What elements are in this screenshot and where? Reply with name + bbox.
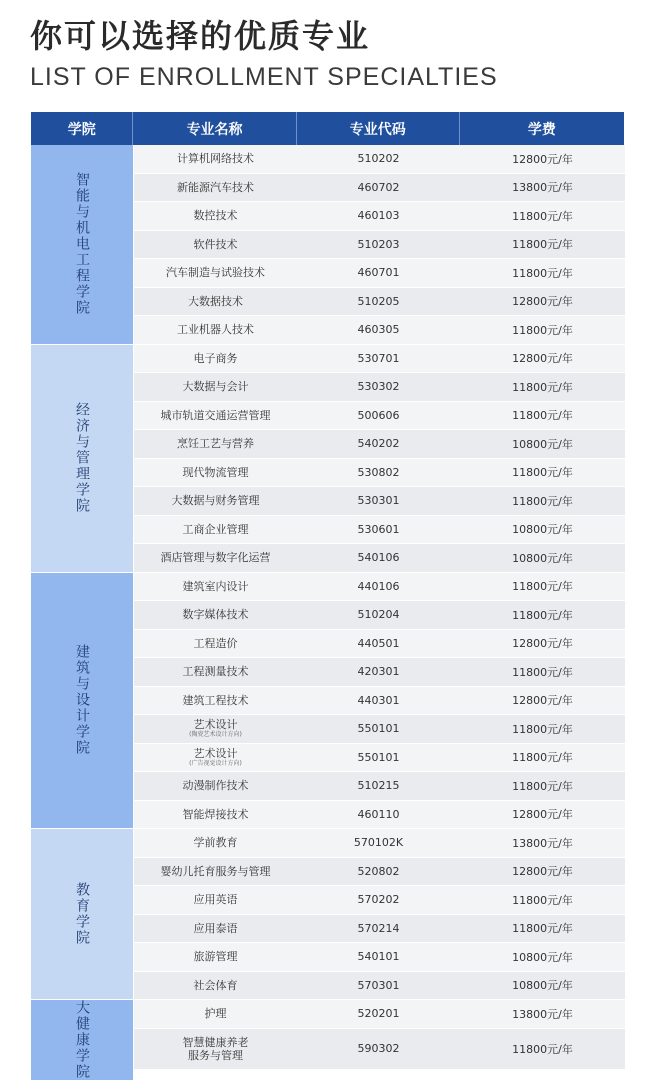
tuition-fee: 12800元/年	[512, 694, 573, 708]
college-name: 建筑与设计学院	[74, 644, 90, 757]
table-row	[134, 1000, 625, 1029]
major-code: 460103	[357, 209, 400, 223]
tuition-fee: 11800元/年	[512, 922, 573, 936]
major-name-cell	[134, 231, 297, 259]
major-direction: (陶瓷艺术设计方向)	[189, 731, 242, 739]
table-row	[134, 858, 625, 887]
table-row	[134, 231, 625, 260]
major-code: 510203	[357, 237, 400, 251]
tuition-fee: 10800元/年	[512, 437, 573, 451]
major-name: 应用英语	[193, 893, 238, 907]
major-code: 440301	[357, 693, 400, 707]
table-row	[134, 544, 625, 572]
major-name: 烹饪工艺与营养	[177, 437, 254, 451]
table-row	[134, 174, 625, 203]
major-name-cell	[134, 744, 297, 772]
major-name-cell	[134, 630, 297, 658]
major-name-cell	[134, 972, 297, 1000]
tuition-fee: 13800元/年	[512, 836, 573, 850]
tuition-fee: 11800元/年	[512, 608, 573, 622]
page-subtitle: LIST OF ENROLLMENT SPECIALTIES	[30, 63, 498, 91]
table-row	[134, 744, 625, 773]
table-row	[134, 345, 625, 374]
major-code: 460305	[357, 323, 400, 337]
tuition-fee: 11800元/年	[512, 722, 573, 736]
major-name: 计算机网络技术	[177, 152, 254, 166]
header-major-name: 专业名称	[133, 112, 296, 145]
table-row	[134, 915, 625, 944]
major-name: 工程造价	[193, 636, 238, 650]
tuition-fee: 11800元/年	[512, 209, 573, 223]
major-code: 500606	[357, 408, 400, 422]
major-code: 510205	[357, 294, 400, 308]
major-name: 现代物流管理	[182, 465, 249, 479]
major-name-cell	[134, 516, 297, 544]
table-row	[134, 288, 625, 317]
college-name: 大健康学院	[74, 1000, 90, 1080]
major-code: 510215	[357, 779, 400, 793]
college-group	[31, 829, 624, 1000]
major-name: 电子商务	[193, 351, 238, 365]
table-row	[134, 687, 625, 716]
major-code: 550101	[357, 722, 400, 736]
tuition-fee: 10800元/年	[512, 551, 573, 565]
tuition-fee: 11800元/年	[512, 1042, 573, 1056]
major-code: 460702	[357, 180, 400, 194]
major-name: 建筑工程技术	[182, 693, 249, 707]
college-cell	[31, 145, 134, 344]
tuition-fee: 11800元/年	[512, 238, 573, 252]
tuition-fee: 11800元/年	[512, 466, 573, 480]
major-name-cell	[134, 145, 297, 173]
table-row	[134, 487, 625, 516]
major-name-cell	[134, 886, 297, 914]
college-name: 智能与机电工程学院	[74, 172, 90, 317]
major-name: 城市轨道交通运营管理	[160, 408, 271, 422]
tuition-fee: 10800元/年	[512, 950, 573, 964]
major-name-cell	[134, 687, 297, 715]
table-row	[134, 202, 625, 231]
tuition-fee: 13800元/年	[512, 181, 573, 195]
major-name-cell	[134, 858, 297, 886]
major-code: 440106	[357, 579, 400, 593]
tuition-fee: 11800元/年	[512, 380, 573, 394]
major-name: 大数据与财务管理	[171, 494, 260, 508]
major-name-cell	[134, 658, 297, 686]
major-name: 社会体育	[193, 978, 238, 992]
tuition-fee: 11800元/年	[512, 893, 573, 907]
table-header	[31, 112, 624, 145]
college-cell	[31, 829, 134, 999]
major-name-cell	[134, 259, 297, 287]
major-name-cell	[134, 573, 297, 601]
major-name: 应用泰语	[193, 921, 238, 935]
table-row	[134, 886, 625, 915]
major-name-cell	[134, 288, 297, 316]
table-row	[134, 972, 625, 1000]
major-name-line2: 服务与管理	[188, 1048, 243, 1062]
major-name-cell	[134, 801, 297, 829]
table-row	[134, 402, 625, 431]
major-name: 酒店管理与数字化运营	[160, 551, 271, 565]
tuition-fee: 11800元/年	[512, 665, 573, 679]
major-code: 540101	[357, 950, 400, 964]
major-name-cell	[134, 943, 297, 971]
major-code: 540202	[357, 437, 400, 451]
table-row	[134, 658, 625, 687]
major-code: 570202	[357, 893, 400, 907]
header-major-code: 专业代码	[297, 112, 460, 145]
major-name: 工业机器人技术	[177, 323, 254, 337]
college-group	[31, 573, 624, 830]
table-row	[134, 145, 625, 174]
major-code: 530601	[357, 522, 400, 536]
major-name-cell	[134, 402, 297, 430]
major-code: 530301	[357, 494, 400, 508]
table-row	[134, 772, 625, 801]
major-name-cell	[134, 487, 297, 515]
tuition-fee: 11800元/年	[512, 580, 573, 594]
college-cell	[31, 573, 134, 829]
table-row	[134, 430, 625, 459]
college-name: 教育学院	[74, 882, 90, 946]
table-row	[134, 459, 625, 488]
major-name-cell	[134, 345, 297, 373]
major-name: 数字媒体技术	[182, 608, 249, 622]
major-code: 460110	[357, 807, 400, 821]
major-name: 艺术设计	[193, 746, 238, 760]
table-row	[134, 259, 625, 288]
college-cell	[31, 345, 134, 572]
major-name: 大数据与会计	[182, 380, 249, 394]
major-code: 590302	[357, 1042, 400, 1055]
tuition-fee: 12800元/年	[512, 865, 573, 879]
major-code: 520802	[357, 864, 400, 878]
major-name: 大数据技术	[188, 294, 243, 308]
major-name: 软件技术	[193, 237, 238, 251]
page-title: 你可以选择的优质专业	[30, 17, 371, 55]
major-code: 520201	[357, 1007, 400, 1021]
table-row	[134, 373, 625, 402]
tuition-fee: 11800元/年	[512, 323, 573, 337]
college-name: 经济与管理学院	[74, 402, 90, 514]
major-code: 570102K	[353, 836, 404, 850]
major-code: 550101	[357, 750, 400, 764]
major-code: 530302	[357, 380, 400, 394]
table-row	[134, 630, 625, 659]
major-code: 540106	[357, 551, 400, 565]
major-name: 汽车制造与试验技术	[166, 266, 265, 280]
tuition-fee: 12800元/年	[512, 352, 573, 366]
tuition-fee: 11800元/年	[512, 494, 573, 508]
major-name-cell	[134, 1000, 297, 1028]
tuition-fee: 11800元/年	[512, 779, 573, 793]
tuition-fee: 11800元/年	[512, 266, 573, 280]
major-code: 570214	[357, 921, 400, 935]
major-name-cell	[134, 544, 297, 572]
tuition-fee: 11800元/年	[512, 409, 573, 423]
table-row	[134, 829, 625, 858]
tuition-fee: 10800元/年	[512, 523, 573, 537]
tuition-fee: 11800元/年	[512, 751, 573, 765]
major-name-cell	[134, 430, 297, 458]
college-group	[31, 145, 624, 345]
major-code: 460701	[357, 266, 400, 280]
table-row	[134, 801, 625, 829]
major-code: 530802	[357, 465, 400, 479]
table-row	[134, 1029, 625, 1069]
table-row	[134, 601, 625, 630]
table-body	[31, 145, 624, 1081]
major-name-cell	[134, 915, 297, 943]
major-name-cell	[134, 829, 297, 857]
major-name: 动漫制作技术	[182, 779, 249, 793]
major-code: 510202	[357, 152, 400, 166]
major-name-cell	[134, 715, 297, 743]
major-name-cell	[134, 772, 297, 800]
table-row	[134, 715, 625, 744]
tuition-fee: 12800元/年	[512, 295, 573, 309]
major-name: 工商企业管理	[182, 522, 249, 536]
major-name: 数控技术	[193, 209, 238, 223]
major-name: 旅游管理	[193, 950, 238, 964]
major-name-cell	[134, 459, 297, 487]
table-row	[134, 943, 625, 972]
college-group	[31, 345, 624, 573]
table-row	[134, 573, 625, 602]
header-college: 学院	[31, 112, 133, 145]
college-cell	[31, 1000, 134, 1080]
major-code: 570301	[357, 978, 400, 992]
tuition-fee: 12800元/年	[512, 808, 573, 822]
tuition-fee: 10800元/年	[512, 979, 573, 993]
major-direction: (广告视觉设计方向)	[189, 759, 242, 767]
major-code: 510204	[357, 608, 400, 622]
major-name-cell	[134, 202, 297, 230]
major-name: 智能焊接技术	[182, 807, 249, 821]
table-row	[134, 516, 625, 545]
major-name: 智慧健康养老	[182, 1035, 249, 1049]
major-name-cell	[134, 373, 297, 401]
tuition-fee: 13800元/年	[512, 1007, 573, 1021]
major-name: 建筑室内设计	[182, 579, 249, 593]
header-tuition: 学费	[527, 121, 556, 138]
major-name-cell	[134, 316, 297, 344]
major-name: 护理	[204, 1007, 227, 1021]
major-code: 530701	[357, 351, 400, 365]
tuition-fee: 12800元/年	[512, 637, 573, 651]
major-name: 学前教育	[193, 836, 238, 850]
major-name-cell	[134, 1029, 297, 1069]
major-code: 420301	[357, 665, 400, 679]
major-name: 新能源汽车技术	[177, 180, 254, 194]
major-name: 艺术设计	[193, 718, 238, 732]
major-name-cell	[134, 174, 297, 202]
tuition-fee: 12800元/年	[512, 152, 573, 166]
table-row	[134, 316, 625, 344]
specialties-table	[31, 112, 624, 1081]
major-name: 工程测量技术	[182, 665, 249, 679]
major-name: 婴幼儿托育服务与管理	[160, 864, 271, 878]
major-code: 440501	[357, 636, 400, 650]
college-group	[31, 1000, 624, 1081]
major-name-cell	[134, 601, 297, 629]
